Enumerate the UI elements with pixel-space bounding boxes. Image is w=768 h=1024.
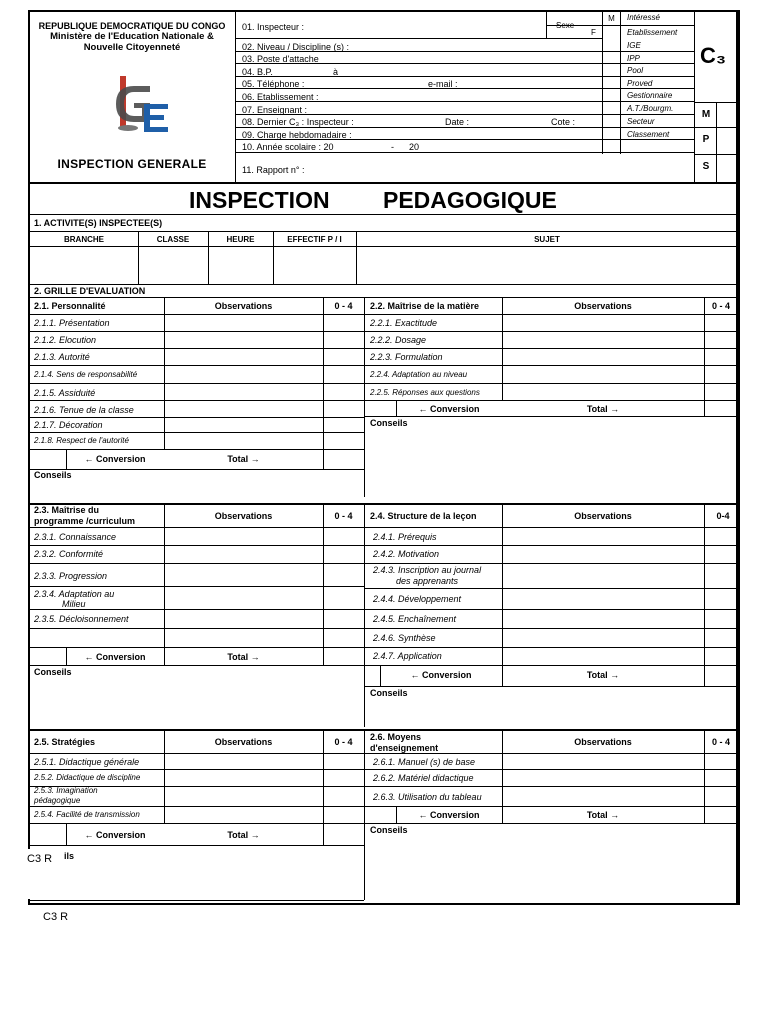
g24-item-3b: des apprenants [396, 576, 459, 586]
g24-item-6: 2.4.6. Synthèse [373, 633, 436, 643]
g22-title: 2.2. Maîtrise de la matière [370, 301, 480, 311]
g21-conversion: ← Conversion [84, 454, 146, 464]
field-dernier-c3: 08. Dernier C₃ : Inspecteur : [242, 117, 354, 127]
ministry-name: Ministère de l'Education Nationale & [50, 31, 214, 42]
g21-observations: Observations [214, 301, 273, 311]
g24-item-1: 2.4.1. Prérequis [373, 532, 437, 542]
g26-item-2: 2.6.2. Matériel didactique [373, 773, 474, 783]
g22-conseils: Conseils [370, 418, 408, 428]
ministry-name-2: Nouvelle Citoyenneté [83, 42, 181, 53]
g23-item-4: 2.3.4. Adaptation au [34, 589, 115, 599]
c3r-label-a: C3 R [27, 853, 53, 865]
role-at: A.T./Bourgm. [627, 104, 674, 113]
g24-conseils: Conseils [370, 688, 408, 698]
c3r-label-b: C3 R [43, 911, 69, 923]
g21-item-5: 2.1.5. Assiduité [34, 388, 96, 398]
field-etablissement: 06. Etablissement : [242, 92, 319, 102]
g25-observations: Observations [214, 737, 273, 747]
g21-item-3: 2.1.3. Autorité [34, 352, 90, 362]
g24-title: 2.4. Structure de la leçon [370, 511, 477, 521]
g22-scale: 0 - 4 [711, 301, 730, 311]
g21-scale: 0 - 4 [334, 301, 353, 311]
g25-conversion: ← Conversion [84, 830, 146, 840]
field-charge: 09. Charge hebdomadaire : [242, 130, 352, 140]
ige-logo [98, 76, 178, 136]
sexe-label: Sexe [556, 21, 575, 30]
g24-item-5: 2.4.5. Enchaînement [373, 614, 457, 624]
g22-item-3: 2.2.3. Formulation [370, 352, 443, 362]
g26-title-2: d'enseignement [370, 743, 439, 753]
g25-conseils-fragment: ils [64, 851, 75, 861]
col-branche: BRANCHE [64, 235, 104, 244]
role-gestionnaire: Gestionnaire [627, 91, 673, 100]
col-sujet: SUJET [534, 235, 560, 244]
g23-conseils: Conseils [34, 667, 72, 677]
g25-total: Total → [227, 830, 260, 840]
g24-observations: Observations [574, 511, 632, 521]
section2-title: 2. GRILLE D'EVALUATION [34, 286, 146, 296]
g25-item-3: 2.5.3. Imagination [34, 786, 98, 795]
role-pool: Pool [627, 66, 644, 75]
field-annee: 10. Année scolaire : 20 [242, 142, 334, 152]
g23-observations: Observations [214, 511, 273, 521]
g24-item-3: 2.4.3. Inscription au journal [373, 565, 482, 575]
code-c3: C₃ [700, 43, 727, 68]
g22-item-5: 2.2.5. Réponses aux questions [370, 388, 480, 397]
g26-item-3: 2.6.3. Utilisation du tableau [373, 792, 482, 802]
g23-item-3: 2.3.3. Progression [34, 571, 108, 581]
role-classement: Classement [627, 130, 670, 139]
field-rapport: 11. Rapport n° : [242, 165, 305, 175]
g23-item-2: 2.3.2. Conformité [34, 549, 104, 559]
sexe-m: M [608, 14, 615, 23]
g21-item-2: 2.1.2. Elocution [34, 335, 97, 345]
g22-total: Total → [586, 404, 620, 414]
g26-item-1: 2.6.1. Manuel (s) de base [373, 757, 476, 767]
g23-scale: 0 - 4 [334, 511, 353, 521]
g24-scale: 0-4 [716, 511, 730, 521]
g21-item-6: 2.1.6. Tenue de la classe [34, 405, 134, 415]
g26-conversion: ← Conversion [418, 810, 480, 820]
role-ige: IGE [627, 41, 641, 50]
g23-total: Total → [227, 652, 260, 662]
g21-item-7: 2.1.7. Décoration [34, 420, 103, 430]
g26-observations: Observations [574, 737, 632, 747]
g23-item-1: 2.3.1. Connaissance [34, 532, 117, 542]
g26-total: Total → [586, 810, 620, 820]
g24-item-4: 2.4.4. Développement [373, 594, 462, 604]
g21-conseils: Conseils [34, 470, 72, 480]
g25-item-2: 2.5.2. Didactique de discipline [34, 773, 141, 782]
g24-item-2: 2.4.2. Motivation [373, 549, 440, 559]
g25-item-3b: pédagogique [34, 796, 81, 805]
g21-item-8: 2.1.8. Respect de l'autorité [34, 436, 129, 445]
g26-scale: 0 - 4 [711, 737, 730, 747]
role-proved: Proved [627, 79, 653, 88]
inspection-generale: INSPECTION GENERALE [57, 157, 207, 171]
g21-item-1: 2.1.1. Présentation [34, 318, 110, 328]
col-effectif: EFFECTIF P / I [287, 235, 342, 244]
mps-m: M [701, 109, 711, 120]
field-annee-dash: - [391, 142, 394, 152]
g23-item-5: 2.3.5. Décloisonnement [34, 614, 129, 624]
role-ipp: IPP [627, 54, 640, 63]
g23-title-1: 2.3. Maîtrise du [34, 505, 100, 515]
col-heure: HEURE [226, 235, 255, 244]
country-name: REPUBLIQUE DEMOCRATIQUE DU CONGO [38, 21, 226, 31]
mps-p: P [702, 134, 710, 145]
g25-title: 2.5. Stratégies [34, 737, 96, 747]
g22-conversion: ← Conversion [418, 404, 480, 414]
field-bp-a: à [333, 67, 339, 77]
g25-item-1: 2.5.1. Didactique générale [34, 757, 140, 767]
g24-item-7: 2.4.7. Application [373, 651, 442, 661]
g22-item-2: 2.2.2. Dosage [370, 335, 427, 345]
field-telephone: 05. Téléphone : [242, 79, 305, 89]
g24-total: Total → [586, 670, 620, 680]
g26-conseils: Conseils [370, 825, 408, 835]
g21-item-4: 2.1.4. Sens de responsabilité [34, 370, 138, 379]
g22-observations: Observations [574, 301, 632, 311]
field-bp: 04. B.P. [242, 67, 273, 77]
field-enseignant: 07. Enseignant : [242, 105, 308, 115]
role-secteur: Secteur [627, 117, 655, 126]
sexe-f: F [591, 28, 596, 37]
g21-total: Total → [227, 454, 260, 464]
title-inspection: INSPECTION [189, 187, 330, 213]
g23-conversion: ← Conversion [84, 652, 146, 662]
g22-item-1: 2.2.1. Exactitude [370, 318, 438, 328]
field-email: e-mail : [428, 79, 458, 89]
role-interesse: Intéressé [627, 13, 660, 22]
mps-s: S [702, 161, 710, 172]
role-etablissement: Etablissement [627, 28, 678, 37]
field-niveau: 02. Niveau / Discipline (s) : [242, 42, 350, 52]
title-pedagogique: PEDAGOGIQUE [383, 187, 557, 213]
g26-title-1: 2.6. Moyens [370, 732, 422, 742]
field-inspecteur: 01. Inspecteur : [242, 22, 305, 32]
section1-title: 1. ACTIVITE(S) INSPECTEE(S) [34, 218, 163, 228]
field-poste: 03. Poste d'attache [242, 54, 319, 64]
g23-title-2: programme /curriculum [34, 516, 136, 526]
g24-conversion: ← Conversion [410, 670, 472, 680]
g22-item-4: 2.2.4. Adaptation au niveau [370, 370, 468, 379]
g25-item-4: 2.5.4. Facilité de transmission [34, 810, 140, 819]
g21-title: 2.1. Personnalité [34, 301, 106, 311]
g25-scale: 0 - 4 [334, 737, 353, 747]
g23-item-4b: Milieu [62, 599, 86, 609]
col-classe: CLASSE [156, 235, 190, 244]
field-date: Date : [445, 117, 470, 127]
field-cote: Cote : [551, 117, 576, 127]
field-annee-20: 20 [409, 142, 420, 152]
